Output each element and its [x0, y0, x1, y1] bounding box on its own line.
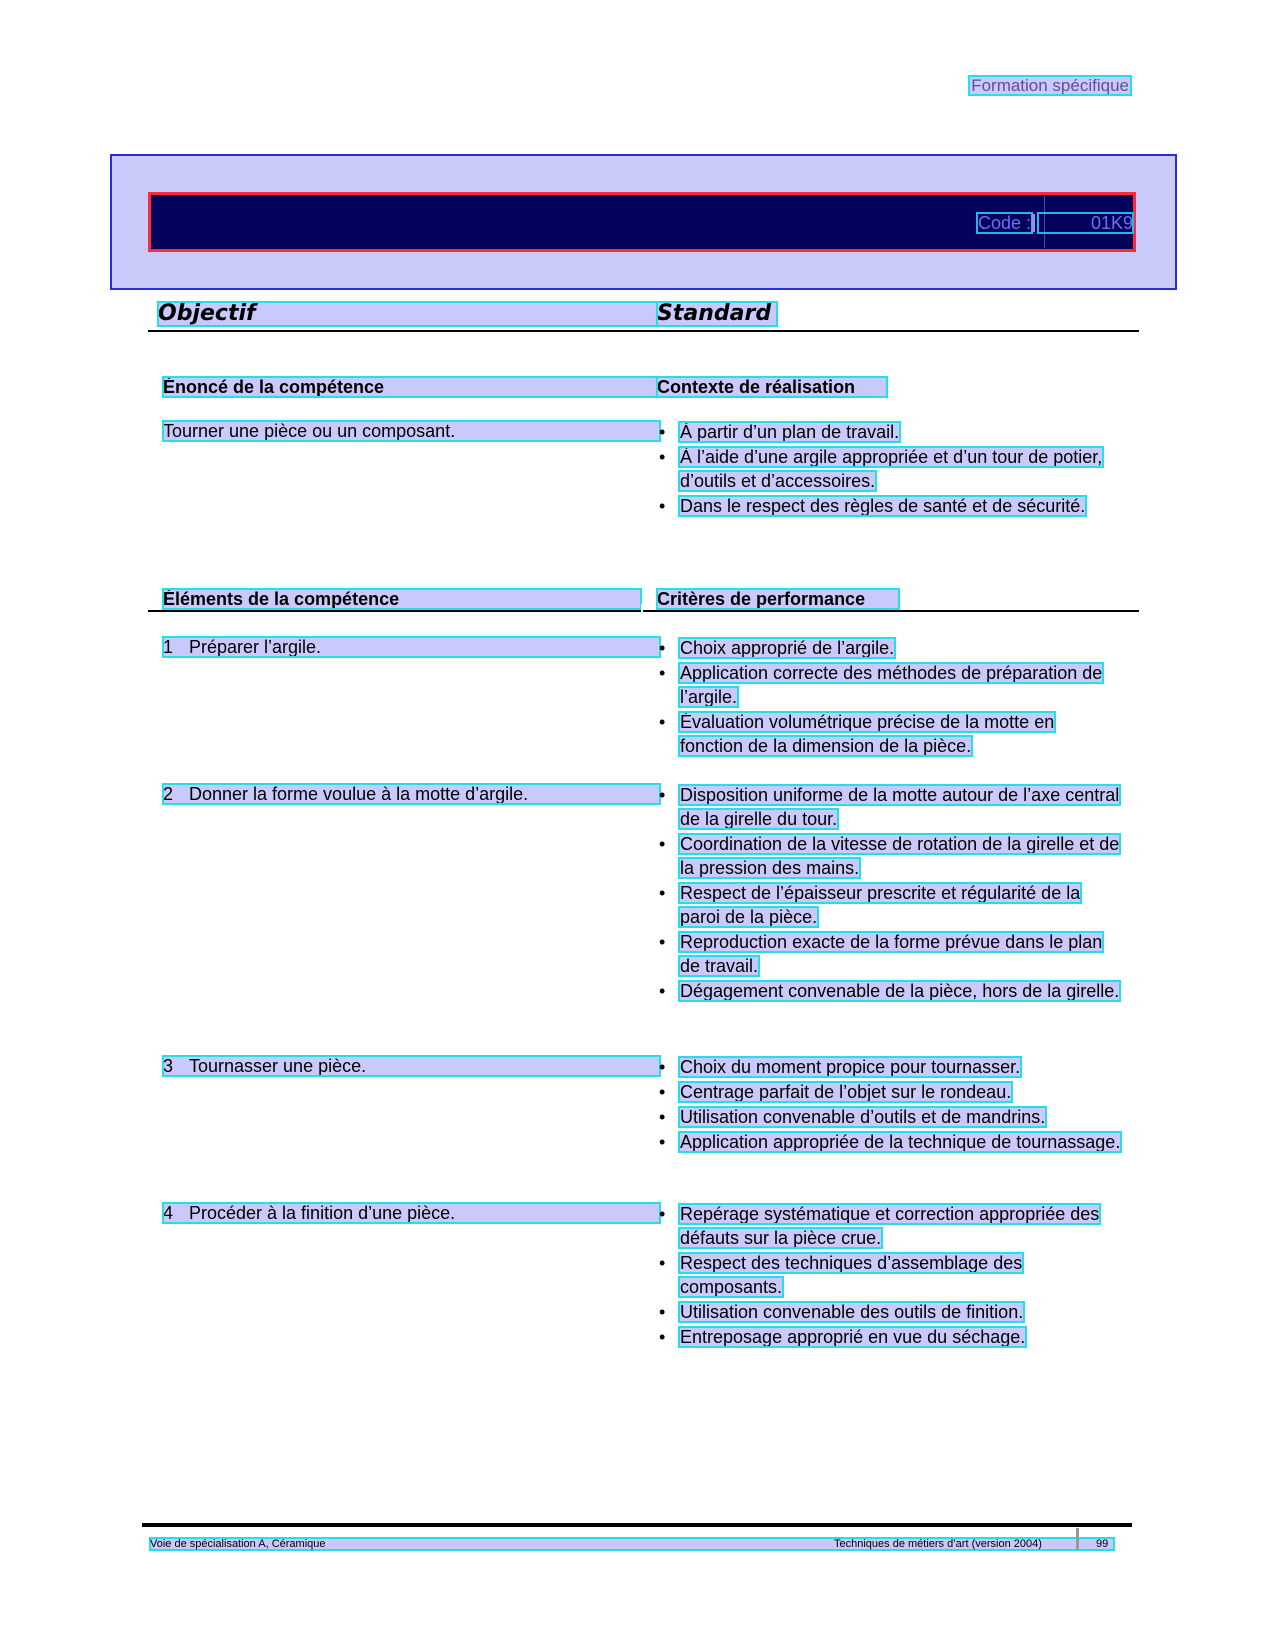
element-number: 4 — [163, 1203, 174, 1223]
footer-left-text: Voie de spécialisation A, Céramique — [150, 1538, 326, 1550]
list-item — [657, 881, 1122, 929]
list-item — [657, 710, 1122, 758]
list-item — [657, 494, 1122, 518]
list-item-text: Respect de l’épaisseur prescrite et régularité de la paroi de la pièce. — [680, 883, 1081, 927]
list-item — [657, 1251, 1122, 1299]
enonce-heading: Énoncé de la compétence — [163, 377, 660, 397]
list-item-text: Dans le respect des règles de santé et de sécurité. — [680, 496, 1086, 516]
contexte-heading: Contexte de réalisation — [657, 377, 887, 397]
list-item-text: Dégagement convenable de la pièce, hors de la girelle. — [680, 981, 1120, 1001]
standard-heading: Standard — [657, 302, 777, 326]
list-item — [657, 832, 1122, 880]
list-item-text: Coordination de la vitesse de rotation de la girelle et de la pression des mains. — [680, 834, 1120, 878]
list-item — [657, 1055, 1122, 1079]
list-item-text: Repérage systématique et correction appropriée des défauts sur la pièce crue. — [680, 1204, 1100, 1248]
list-item-text: Choix approprié de l’argile. — [680, 638, 895, 658]
list-item — [657, 979, 1122, 1003]
code-separator — [1032, 214, 1035, 232]
element-3 — [163, 1056, 660, 1076]
objectif-heading: Objectif — [158, 302, 658, 326]
element-4 — [163, 1203, 660, 1223]
list-item-text: Centrage parfait de l’objet sur le rondeau. — [680, 1082, 1012, 1102]
list-item-text: À partir d’un plan de travail. — [680, 422, 900, 442]
list-item-text: Respect des techniques d’assemblage des composants. — [680, 1253, 1023, 1297]
footer-separator — [1076, 1528, 1079, 1550]
list-item — [657, 930, 1122, 978]
list-item-text: Reproduction exacte de la forme prévue dans le plan de travail. — [680, 932, 1103, 976]
list-item — [657, 445, 1122, 493]
list-item — [657, 636, 1122, 660]
page-number: 99 — [1096, 1538, 1109, 1550]
element-number: 1 — [163, 637, 174, 657]
criteria-list-4 — [657, 1202, 1122, 1350]
element-label: Tournasser une pièce. — [189, 1056, 367, 1076]
list-item — [657, 1105, 1122, 1129]
code-label: Code : — [978, 213, 1032, 233]
code-value: 01K9 — [1038, 213, 1133, 233]
list-item — [657, 661, 1122, 709]
list-item-text: Disposition uniforme de la motte autour de l’axe central de la girelle du tour. — [680, 785, 1120, 829]
list-item-text: Utilisation convenable des outils de finition. — [680, 1302, 1024, 1322]
list-item-text: Application correcte des méthodes de préparation de l’argile. — [680, 663, 1103, 707]
elements-heading: Éléments de la compétence — [163, 589, 641, 609]
element-label: Donner la forme voulue à la motte d’argile. — [189, 784, 529, 804]
element-number: 2 — [163, 784, 174, 804]
section-rule — [148, 610, 1139, 612]
list-item-text: Choix du moment propice pour tournasser. — [680, 1057, 1021, 1077]
list-item-text: Évaluation volumétrique précise de la motte en fonction de la dimension de la pièce. — [680, 712, 1055, 756]
element-1 — [163, 637, 660, 657]
list-item — [657, 1130, 1122, 1154]
list-item — [657, 1300, 1122, 1324]
criteria-list-3 — [657, 1055, 1122, 1155]
element-2 — [163, 784, 660, 804]
criteria-list-1 — [657, 636, 1122, 759]
list-item — [657, 420, 1122, 444]
list-item-text: À l’aide d’une argile appropriée et d’un tour de potier, d’outils et d’accessoires. — [680, 447, 1103, 491]
criteres-heading: Critères de performance — [657, 589, 899, 609]
element-label: Préparer l’argile. — [189, 637, 322, 657]
list-item — [657, 1325, 1122, 1349]
element-label: Procéder à la finition d’une pièce. — [189, 1203, 456, 1223]
list-item-text: Entreposage approprié en vue du séchage. — [680, 1327, 1026, 1347]
running-header: Formation spécifique — [971, 76, 1129, 95]
rule-gap — [641, 604, 643, 612]
header-rule — [148, 330, 1139, 332]
list-item-text: Application appropriée de la technique de tournassage. — [680, 1132, 1121, 1152]
criteria-list-2 — [657, 783, 1122, 1004]
list-item — [657, 1202, 1122, 1250]
list-item — [657, 1080, 1122, 1104]
list-item — [657, 783, 1122, 831]
element-number: 3 — [163, 1056, 174, 1076]
contexte-list — [657, 420, 1122, 519]
list-item-text: Utilisation convenable d’outils et de mandrins. — [680, 1107, 1046, 1127]
enonce-text: Tourner une pièce ou un composant. — [163, 421, 660, 441]
footer-right-text: Techniques de métiers d’art (version 2004) — [834, 1538, 1042, 1550]
footer-rule — [142, 1523, 1132, 1527]
